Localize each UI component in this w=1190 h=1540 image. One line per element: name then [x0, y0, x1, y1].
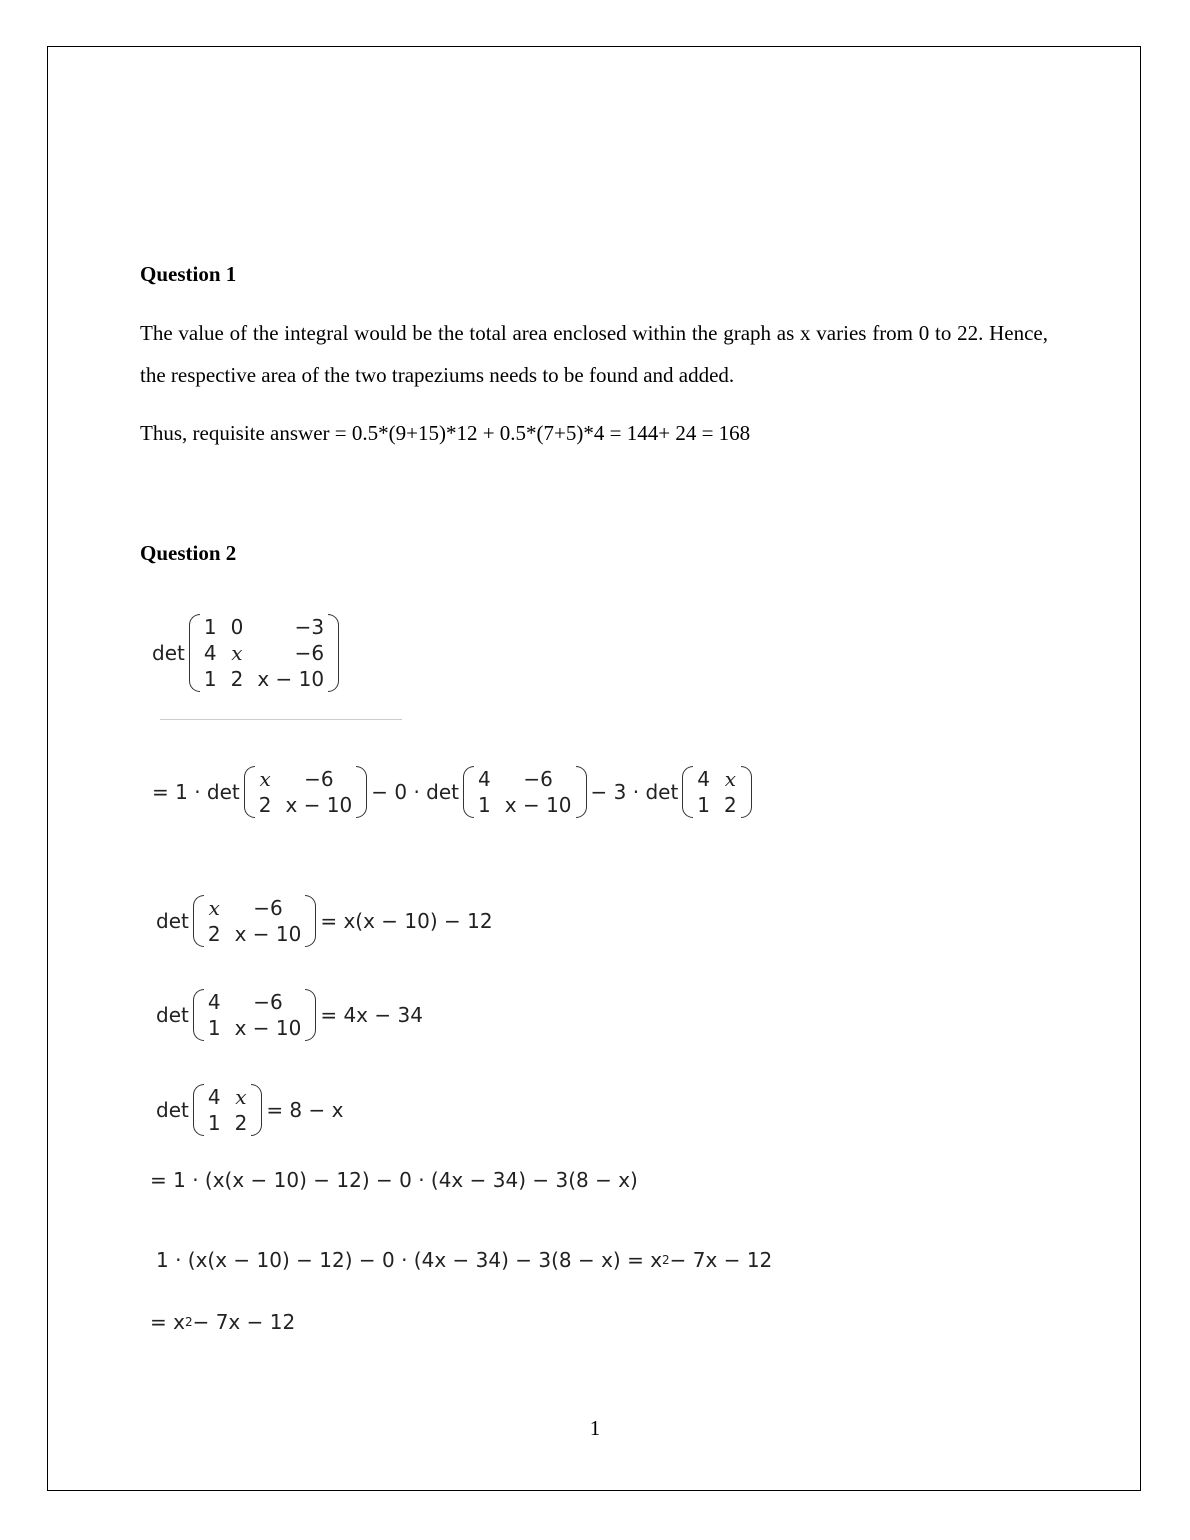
- matrix-cell: x: [231, 641, 243, 665]
- question-2-heading: Question 2: [140, 541, 237, 565]
- matrix-cell: x − 10: [504, 793, 572, 817]
- matrix-cell: 4: [207, 990, 221, 1014]
- question-1-paragraph: The value of the integral would be the total area enclosed within the graph as x varies from 0 to 22. Hence, the respective area of the two trapeziums needs to be found and added.: [140, 321, 1048, 387]
- minor-1: [156, 895, 493, 947]
- minor-3: [156, 1084, 343, 1136]
- matrix-cell: x − 10: [285, 793, 353, 817]
- expanded-expression-tail: − 7x − 12: [669, 1248, 773, 1272]
- matrix-cell: x − 10: [234, 1016, 302, 1040]
- final-result: [150, 1310, 295, 1334]
- expansion-term-3: − 3 · det: [590, 780, 679, 804]
- right-paren: [356, 766, 367, 818]
- question-1-heading: Question 1: [140, 262, 237, 286]
- matrix-cell: 4: [697, 767, 711, 791]
- det-label: det: [156, 1003, 189, 1027]
- matrix-cell: 1: [697, 793, 711, 817]
- matrix-cell: −6: [294, 641, 325, 665]
- det-label: det: [152, 641, 185, 665]
- expanded-expression: 1 · (x(x − 10) − 12) − 0 · (4x − 34) − 3(8 − x) = x: [156, 1248, 663, 1272]
- matrix-cell: −6: [523, 767, 553, 791]
- right-paren: [328, 614, 339, 692]
- matrix-cell: 2: [207, 922, 221, 946]
- left-paren: [682, 766, 693, 818]
- expanded-line-1: [150, 1168, 638, 1192]
- exponent: 2: [184, 1315, 193, 1329]
- minor-1-result: = x(x − 10) − 12: [320, 909, 493, 933]
- matrix-cell: −3: [294, 615, 325, 639]
- expansion-term-1: = 1 · det: [152, 780, 240, 804]
- page-number: 1: [589, 1416, 601, 1440]
- cofactor-expansion: [152, 766, 756, 818]
- matrix-cell: 4: [203, 641, 217, 665]
- final-expression-tail: − 7x − 12: [192, 1310, 296, 1334]
- matrix-cell: x: [235, 1085, 247, 1109]
- question-1-answer: Thus, requisite answer = 0.5*(9+15)*12 + 0.5*(7+5)*4 = 144+ 24 = 168: [140, 421, 751, 445]
- left-paren: [189, 614, 200, 692]
- final-expression: = x: [150, 1310, 185, 1334]
- matrix-cell: 1: [207, 1016, 221, 1040]
- matrix-cell: 0: [230, 615, 244, 639]
- expansion-term-2: − 0 · det: [371, 780, 460, 804]
- minor-2: [156, 989, 423, 1041]
- minor-2-result: = 4x − 34: [320, 1003, 423, 1027]
- matrix-cell: x: [724, 767, 737, 791]
- right-paren: [305, 989, 316, 1041]
- matrix-cell: x: [259, 767, 271, 791]
- left-paren: [193, 1084, 204, 1136]
- left-paren: [193, 895, 204, 947]
- matrix-cell: 1: [207, 1111, 221, 1135]
- matrix-cell: −6: [304, 767, 334, 791]
- matrix-cell: −6: [253, 896, 283, 920]
- minor-3-result: = 8 − x: [266, 1098, 344, 1122]
- matrix-cell: 2: [234, 1111, 248, 1135]
- matrix-cell: 1: [203, 615, 217, 639]
- det-label: det: [156, 909, 189, 933]
- matrix-cell: 2: [230, 667, 244, 691]
- right-paren: [305, 895, 316, 947]
- expanded-expression: = 1 · (x(x − 10) − 12) − 0 · (4x − 34) − 3(8 − x): [150, 1168, 638, 1192]
- left-paren: [193, 989, 204, 1041]
- matrix-cell: 4: [478, 767, 491, 791]
- matrix-cell: x: [208, 896, 220, 920]
- exponent: 2: [662, 1253, 670, 1267]
- determinant-3x3: [152, 614, 343, 692]
- det-label: det: [156, 1098, 189, 1122]
- expanded-line-2: [156, 1248, 772, 1272]
- matrix-cell: x − 10: [234, 922, 302, 946]
- matrix-cell: −6: [253, 990, 283, 1014]
- right-paren: [576, 766, 587, 818]
- matrix-cell: 1: [203, 667, 217, 691]
- matrix-cell: 1: [478, 793, 491, 817]
- left-paren: [463, 766, 474, 818]
- right-paren: [251, 1084, 262, 1136]
- matrix-cell: x − 10: [257, 667, 325, 691]
- matrix-cell: 2: [258, 793, 272, 817]
- matrix-cell: 4: [207, 1085, 221, 1109]
- left-paren: [244, 766, 255, 818]
- separator-line: [160, 719, 402, 720]
- matrix-cell: 2: [724, 793, 737, 817]
- right-paren: [741, 766, 752, 818]
